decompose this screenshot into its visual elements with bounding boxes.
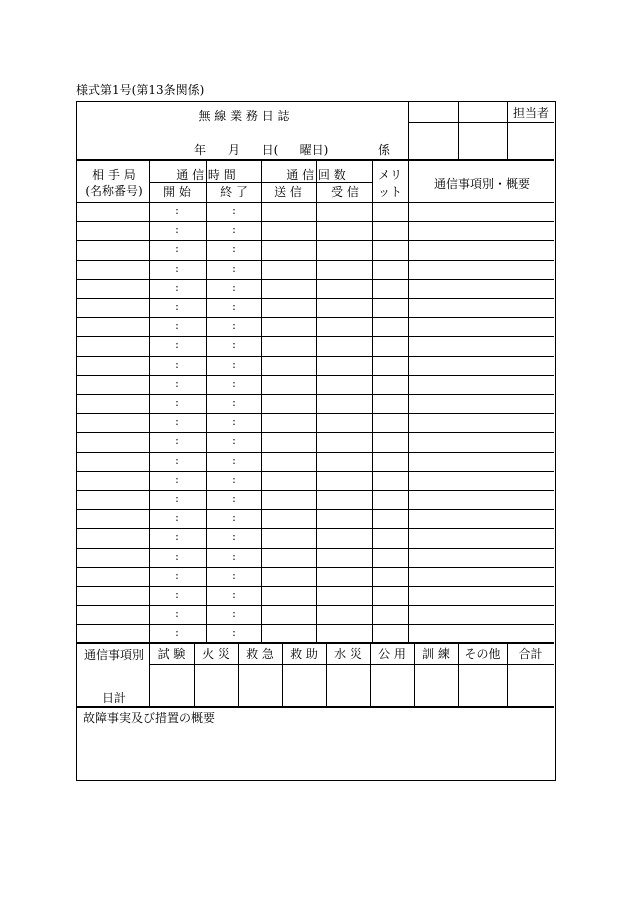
time-separator: : bbox=[232, 473, 236, 486]
station-header: 相 手 局 bbox=[92, 168, 136, 182]
start-header: 開 始 bbox=[163, 185, 191, 199]
summary-category-label: 救 急 bbox=[246, 647, 274, 661]
time-separator: : bbox=[175, 530, 179, 543]
comm-time-header: 通 信 時 間 bbox=[176, 168, 236, 182]
time-separator: : bbox=[232, 396, 236, 409]
column-line bbox=[316, 159, 317, 642]
row-line bbox=[77, 490, 554, 491]
summary-bottom-line bbox=[77, 706, 554, 708]
row-line bbox=[77, 471, 554, 472]
time-separator: : bbox=[175, 569, 179, 582]
time-separator: : bbox=[175, 358, 179, 371]
summary-category-label: 合計 bbox=[518, 647, 543, 661]
summary-column-line bbox=[458, 642, 459, 707]
summary-column-line bbox=[149, 642, 150, 707]
time-separator: : bbox=[232, 281, 236, 294]
time-separator: : bbox=[232, 415, 236, 428]
summary-column-line bbox=[507, 642, 508, 707]
column-line bbox=[261, 159, 262, 642]
summary-column-line bbox=[282, 642, 283, 707]
date-month-label: 月 bbox=[227, 143, 241, 157]
time-separator: : bbox=[232, 319, 236, 332]
summary-label: 通信事項別 bbox=[83, 648, 145, 662]
date-weekday-label: 曜日) bbox=[299, 143, 329, 157]
comm-count-header: 通 信 回 数 bbox=[286, 168, 346, 182]
summary-column-line bbox=[194, 642, 195, 707]
meritt-header-top: メリ bbox=[377, 168, 403, 182]
time-separator: : bbox=[232, 204, 236, 217]
daily-total-label: 日計 bbox=[101, 691, 127, 705]
time-separator: : bbox=[232, 434, 236, 447]
row-line bbox=[77, 240, 554, 241]
time-separator: : bbox=[175, 281, 179, 294]
time-separator: : bbox=[232, 530, 236, 543]
row-line bbox=[77, 394, 554, 395]
row-line bbox=[77, 548, 554, 549]
time-separator: : bbox=[232, 454, 236, 467]
send-header: 送 信 bbox=[274, 185, 302, 199]
receive-header: 受 信 bbox=[331, 185, 359, 199]
time-separator: : bbox=[232, 511, 236, 524]
time-separator: : bbox=[175, 262, 179, 275]
row-line bbox=[77, 413, 554, 414]
summary-column-line bbox=[414, 642, 415, 707]
row-line bbox=[77, 202, 554, 203]
end-header: 終 了 bbox=[220, 185, 248, 199]
time-separator: : bbox=[175, 434, 179, 447]
summary-category-label: 公 用 bbox=[378, 647, 406, 661]
header-divider-right bbox=[507, 102, 508, 160]
summary-column-line bbox=[370, 642, 371, 707]
time-separator: : bbox=[175, 396, 179, 409]
time-separator: : bbox=[232, 626, 236, 639]
row-line bbox=[77, 317, 554, 318]
row-line bbox=[77, 298, 554, 299]
time-separator: : bbox=[232, 223, 236, 236]
time-separator: : bbox=[175, 511, 179, 524]
meritt-header-bottom: ット bbox=[377, 185, 403, 199]
time-separator: : bbox=[175, 377, 179, 390]
summary-column-line bbox=[238, 642, 239, 707]
summary-header-line bbox=[149, 664, 554, 665]
row-line bbox=[77, 567, 554, 568]
row-line bbox=[77, 586, 554, 587]
header-row-line bbox=[408, 122, 554, 123]
row-line bbox=[77, 452, 554, 453]
time-separator: : bbox=[232, 569, 236, 582]
row-line bbox=[77, 432, 554, 433]
time-separator: : bbox=[175, 492, 179, 505]
time-separator: : bbox=[232, 588, 236, 601]
radio-log-form bbox=[76, 101, 556, 781]
time-separator: : bbox=[232, 607, 236, 620]
time-separator: : bbox=[232, 262, 236, 275]
time-separator: : bbox=[232, 550, 236, 563]
time-separator: : bbox=[175, 454, 179, 467]
time-separator: : bbox=[175, 626, 179, 639]
time-separator: : bbox=[175, 319, 179, 332]
summary-column-line bbox=[326, 642, 327, 707]
time-separator: : bbox=[232, 300, 236, 313]
row-line bbox=[77, 356, 554, 357]
time-separator: : bbox=[232, 338, 236, 351]
summary-category-label: 訓 練 bbox=[422, 647, 450, 661]
form-number: 様式第1号(第13条関係) bbox=[76, 83, 205, 97]
summary-category-label: その他 bbox=[464, 647, 501, 661]
summary-category-label: 救 助 bbox=[290, 647, 318, 661]
time-separator: : bbox=[232, 377, 236, 390]
row-line bbox=[77, 605, 554, 606]
summary-category-label: 火 災 bbox=[202, 647, 230, 661]
time-separator: : bbox=[232, 358, 236, 371]
header-divider-mid bbox=[458, 102, 459, 160]
row-line bbox=[77, 624, 554, 625]
column-line bbox=[149, 159, 150, 642]
time-separator: : bbox=[175, 415, 179, 428]
date-day-label: 日( bbox=[261, 143, 279, 157]
time-separator: : bbox=[232, 242, 236, 255]
time-separator: : bbox=[175, 204, 179, 217]
row-line bbox=[77, 221, 554, 222]
time-separator: : bbox=[175, 550, 179, 563]
log-title: 無 線 業 務 日 誌 bbox=[198, 109, 290, 123]
time-separator: : bbox=[175, 242, 179, 255]
column-line bbox=[408, 159, 409, 642]
person-in-charge-label: 担当者 bbox=[512, 106, 550, 120]
column-line bbox=[372, 159, 373, 642]
details-header: 通信事項別・概要 bbox=[433, 177, 531, 191]
row-line bbox=[77, 336, 554, 337]
row-line bbox=[77, 375, 554, 376]
section-label: 係 bbox=[377, 143, 391, 157]
row-line bbox=[77, 509, 554, 510]
time-separator: : bbox=[175, 588, 179, 601]
date-year-label: 年 bbox=[193, 143, 207, 157]
time-separator: : bbox=[175, 338, 179, 351]
row-line bbox=[77, 279, 554, 280]
time-separator: : bbox=[175, 607, 179, 620]
row-line bbox=[77, 528, 554, 529]
time-separator: : bbox=[175, 223, 179, 236]
summary-category-label: 水 災 bbox=[334, 647, 362, 661]
row-line bbox=[77, 260, 554, 261]
time-separator: : bbox=[175, 473, 179, 486]
header-divider-left bbox=[408, 102, 409, 160]
failure-section-label: 故障事実及び措置の概要 bbox=[83, 711, 216, 725]
time-separator: : bbox=[175, 300, 179, 313]
time-separator: : bbox=[232, 492, 236, 505]
summary-category-label: 試 験 bbox=[157, 647, 186, 661]
station-subheader: (名称番号) bbox=[85, 184, 143, 198]
column-line bbox=[206, 159, 207, 642]
